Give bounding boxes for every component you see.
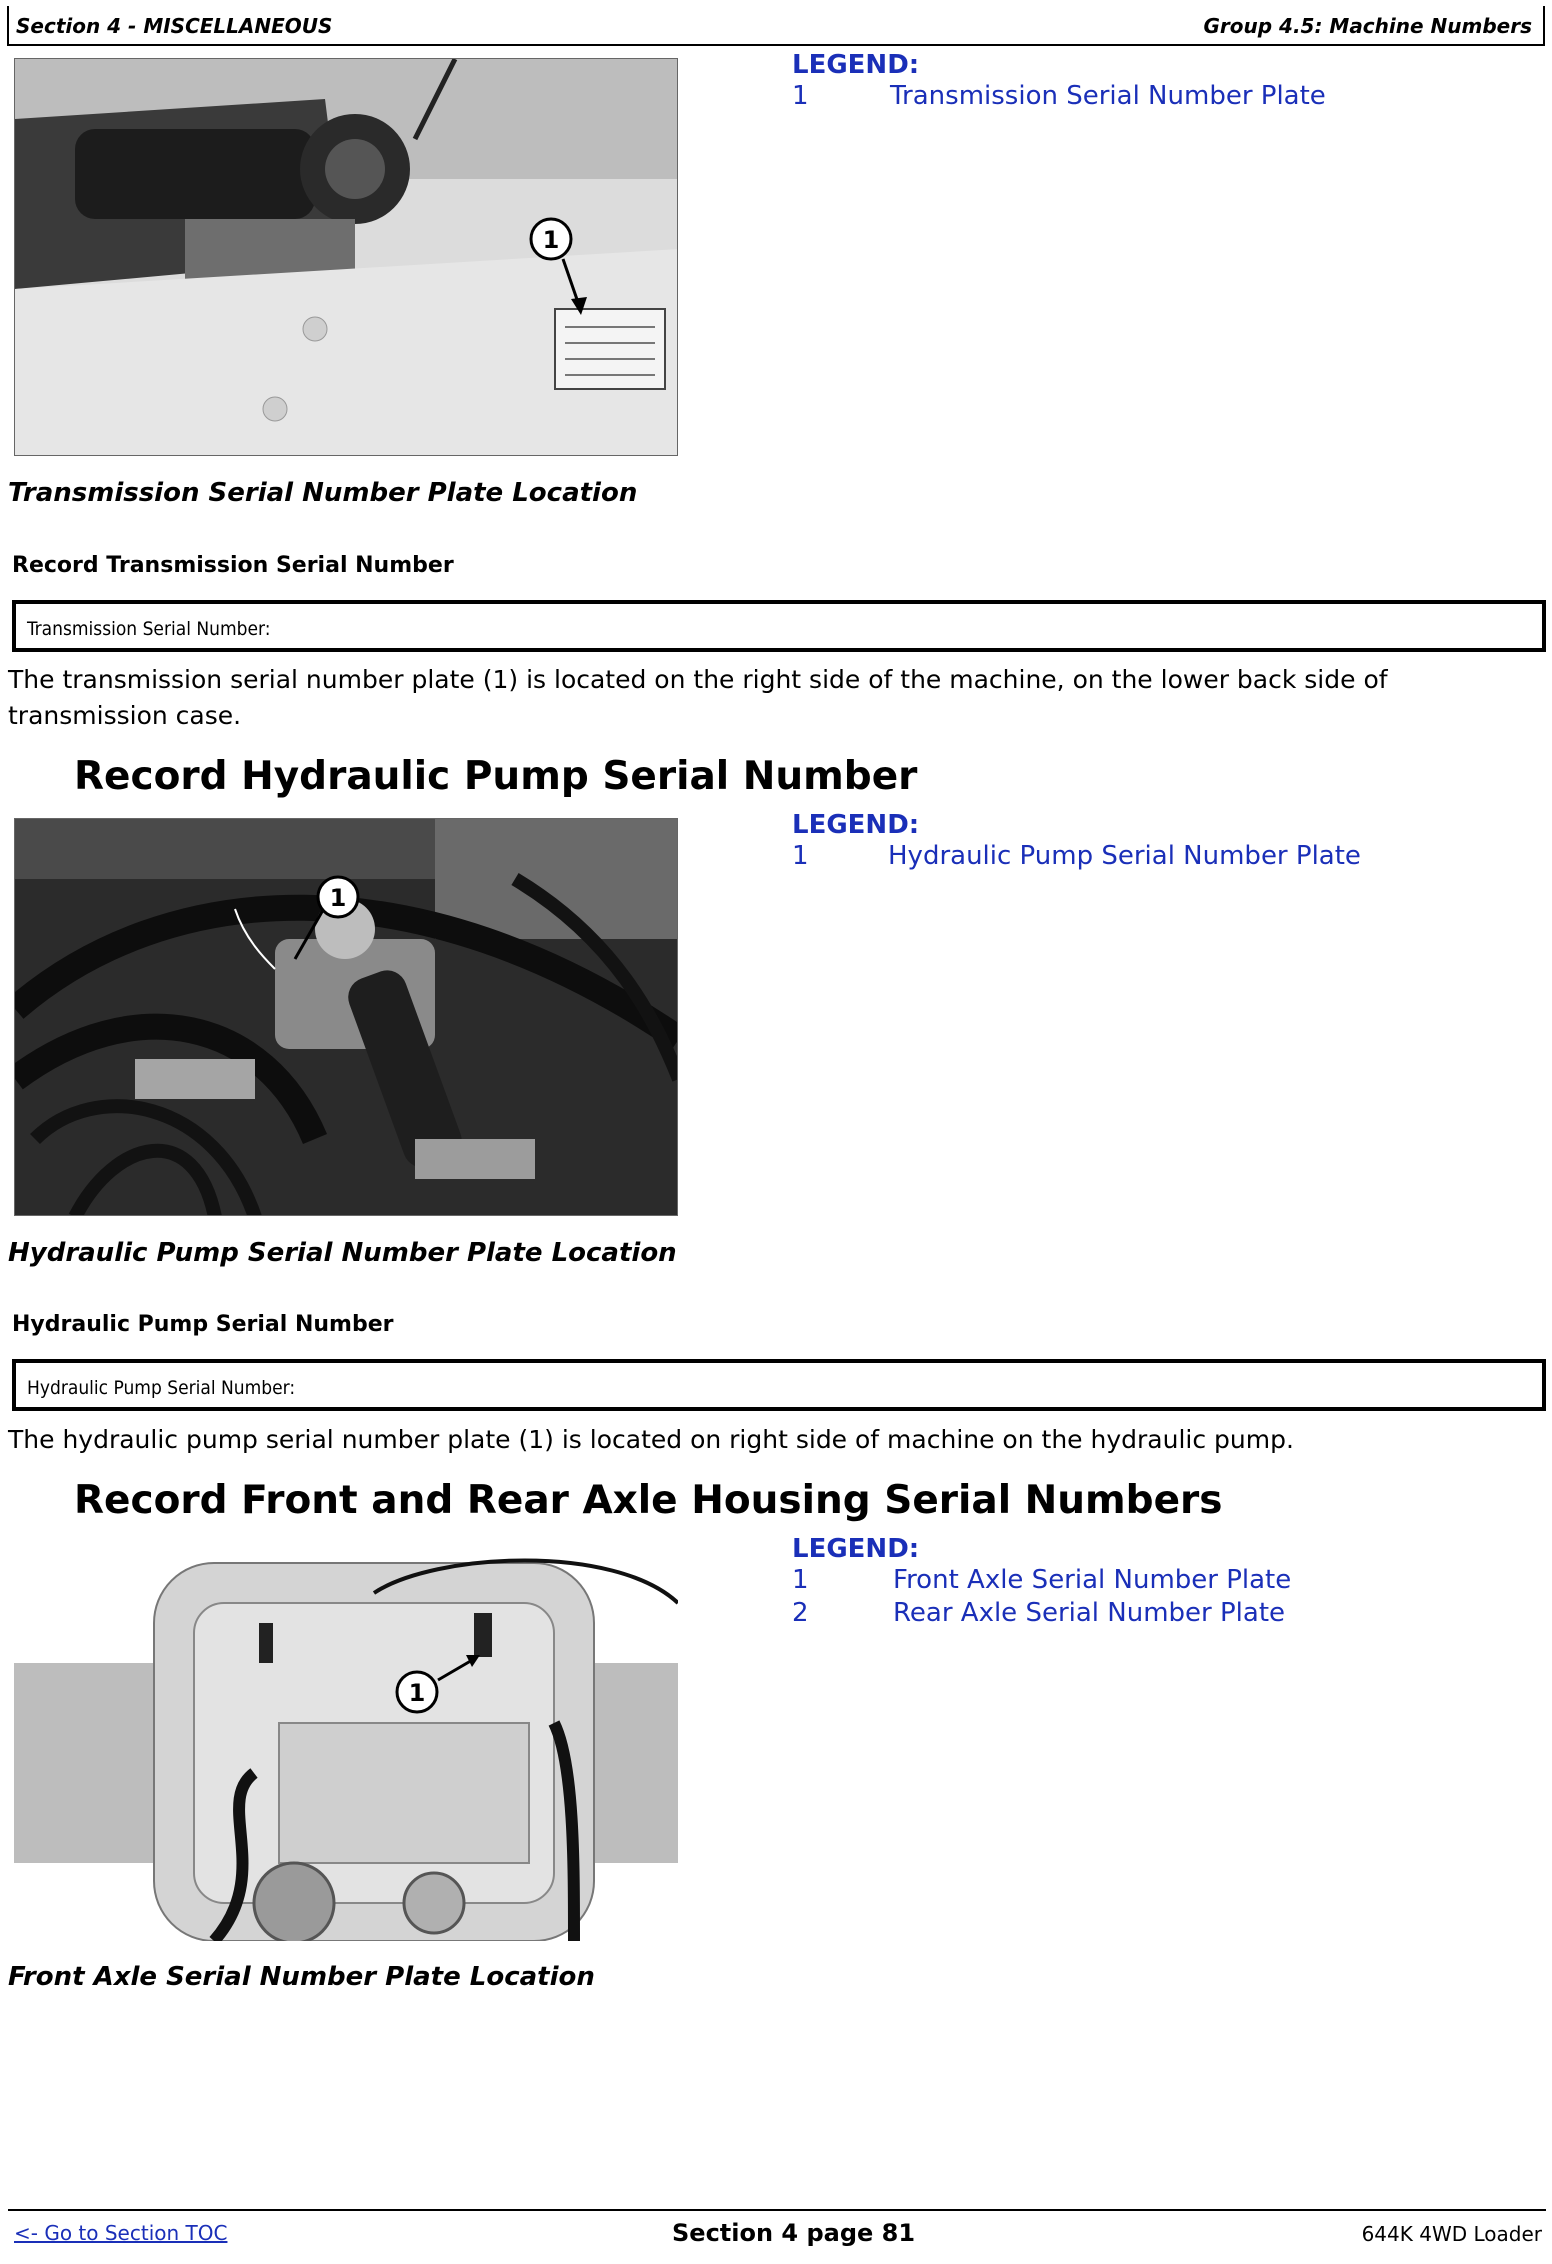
hydraulic-serial-field[interactable] (12, 1359, 1546, 1411)
transmission-serial-field-label: Transmission Serial Number: (27, 618, 271, 640)
header-group: Group 4.5: Machine Numbers (1203, 14, 1532, 38)
axle-photo (14, 1543, 678, 1941)
legend-item-number: 1 (792, 841, 809, 871)
hydraulic-legend (792, 810, 1361, 873)
transmission-caption: Transmission Serial Number Plate Location (8, 478, 638, 508)
hydraulic-caption: Hydraulic Pump Serial Number Plate Location (8, 1238, 677, 1268)
transmission-callout: 1 (542, 226, 560, 254)
transmission-legend (792, 50, 1326, 113)
legend-item-number: 2 (792, 1598, 809, 1628)
footer-divider (8, 2209, 1546, 2211)
transmission-body: The transmission serial number plate (1) is located on the right side of the machine, on the lower back side of transmission case. (8, 665, 1388, 730)
axle-heading: Record Front and Rear Axle Housing Serial Numbers (74, 1478, 1223, 1523)
legend-item-label: Front Axle Serial Number Plate (893, 1565, 1292, 1595)
legend-item-number: 1 (792, 81, 809, 111)
page-number: Section 4 page 81 (672, 2219, 916, 2247)
header-section: Section 4 - MISCELLANEOUS (16, 14, 333, 38)
hydraulic-serial-field-label: Hydraulic Pump Serial Number: (27, 1377, 296, 1399)
legend-title: LEGEND: (792, 1534, 920, 1564)
legend-item (792, 80, 1326, 113)
legend-item-label: Hydraulic Pump Serial Number Plate (888, 841, 1361, 871)
transmission-photo (14, 58, 678, 456)
legend-item (792, 1597, 1291, 1630)
legend-title: LEGEND: (792, 810, 920, 840)
legend-item-label: Rear Axle Serial Number Plate (893, 1598, 1286, 1628)
transmission-record-label: Record Transmission Serial Number (12, 553, 454, 578)
hydraulic-body: The hydraulic pump serial number plate (1) is located on right side of machine on the hydraulic pump. (8, 1425, 1294, 1454)
axle-callout: 1 (408, 1679, 426, 1707)
hydraulic-record-label: Hydraulic Pump Serial Number (12, 1312, 394, 1337)
legend-item (792, 840, 1361, 873)
legend-title: LEGEND: (792, 50, 920, 80)
legend-item-label: Transmission Serial Number Plate (890, 81, 1326, 111)
transmission-serial-field[interactable] (12, 600, 1546, 652)
axle-caption: Front Axle Serial Number Plate Location (8, 1962, 595, 1992)
section-toc-link[interactable]: <- Go to Section TOC (14, 2221, 228, 2245)
model-name: 644K 4WD Loader (1361, 2222, 1542, 2246)
legend-item-number: 1 (792, 1565, 809, 1595)
hydraulic-callout: 1 (329, 884, 347, 912)
hydraulic-heading: Record Hydraulic Pump Serial Number (74, 754, 918, 799)
axle-legend (792, 1534, 1291, 1630)
hydraulic-photo (14, 818, 678, 1216)
legend-item (792, 1564, 1291, 1597)
